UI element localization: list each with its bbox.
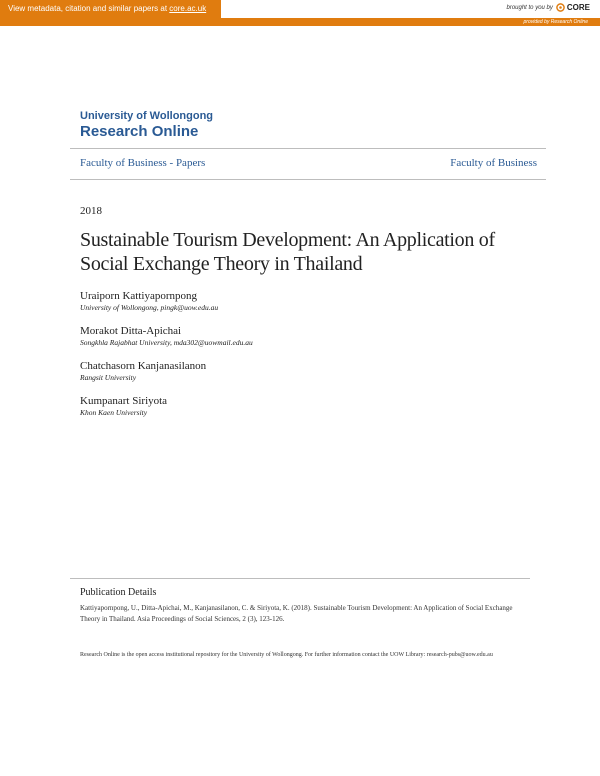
faculty-papers-link[interactable]: Faculty of Business - Papers [80,157,206,169]
repository-note: Research Online is the open access institutional repository for the University of Wollongong. For further information contact the UOW Library: research-pubs@uow.edu.au [80,652,493,658]
publication-details-heading: Publication Details [80,587,157,598]
paper-title: Sustainable Tourism Development: An Application of Social Exchange Theory in Thailand [80,229,495,275]
author-list [80,290,540,430]
author-affiliation: Songkhla Rajabhat University, mda302@uowmail.edu.au [80,338,253,347]
core-brought-by [507,3,591,12]
header-divider-top [70,148,546,149]
university-name: University of Wollongong [80,110,214,122]
core-logo-text: CORE [566,3,590,12]
author-entry [80,360,540,383]
author-entry [80,325,540,348]
repository-name: Research Online [80,123,199,140]
core-metadata-text: View metadata, citation and similar papers at [8,4,170,13]
publication-citation: Kattiyapornpong, U., Ditta-Apichai, M., Kanjanasilanon, C. & Siriyota, K. (2018). Sustainable Tourism Development: An Application of Social Exchange Theory in Thailand. Asia Proceedings of Social Sciences, 2 (3), 123-126. [80,604,513,623]
core-provided-text: provided by Research Online [523,19,588,25]
publication-divider [70,578,530,579]
repository-header[interactable] [80,110,213,140]
author-affiliation: Rangsit University [80,373,137,382]
publication-year: 2018 [80,205,102,217]
core-banner [0,0,600,18]
author-affiliation: University of Wollongong, pingk@uow.edu.au [80,303,219,312]
core-logo-icon [556,3,565,12]
author-affiliation: Khon Kaen University [80,408,148,417]
faculty-link[interactable]: Faculty of Business [450,157,537,169]
author-name: Kumpanart Siriyota [80,395,168,407]
author-name: Uraiporn Kattiyapornpong [80,290,197,302]
brought-to-you-text: brought to you by [506,4,553,11]
core-logo[interactable] [556,3,590,12]
core-provided-bar [0,18,600,26]
author-entry [80,395,540,418]
author-name: Chatchasorn Kanjanasilanon [80,360,207,372]
core-link[interactable]: core.ac.uk [169,4,207,13]
author-name: Morakot Ditta-Apichai [80,325,182,337]
core-metadata-bar [0,0,221,18]
header-divider-bottom [70,179,546,180]
author-entry [80,290,540,313]
